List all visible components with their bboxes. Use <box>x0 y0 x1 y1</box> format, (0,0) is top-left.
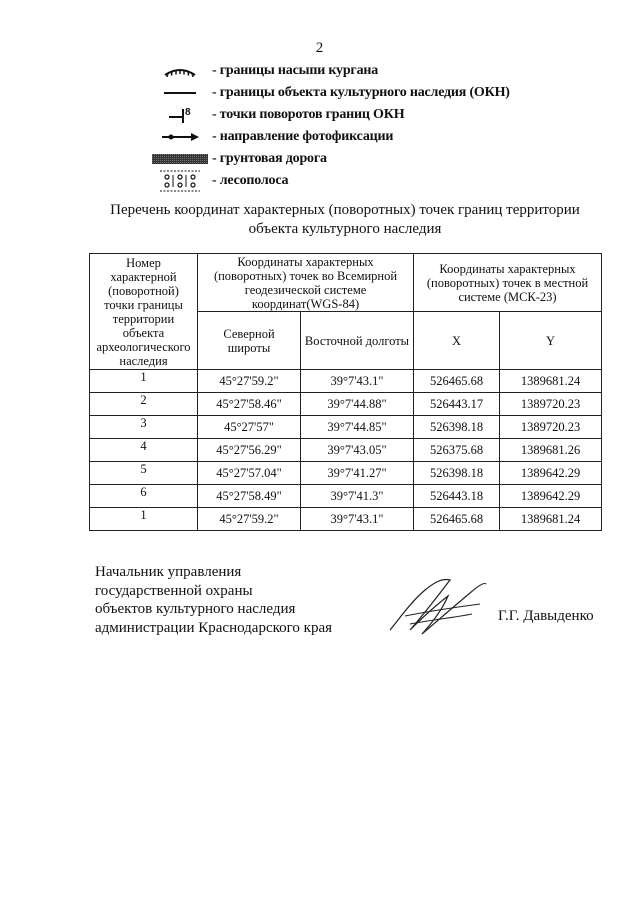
header-wgs-group: Координаты характерных (поворотных) точек во Всемирной геодезической системе координат(WGS-84) <box>198 254 414 312</box>
point-number-cell: 1 <box>90 370 198 393</box>
table-row <box>90 508 602 531</box>
north-latitude-cell: 45°27'57" <box>198 416 301 439</box>
north-latitude-cell: 45°27'58.46" <box>198 393 301 416</box>
header-x: X <box>414 312 500 370</box>
position-line: объектов культурного наследия <box>95 601 296 617</box>
north-latitude-cell: 45°27'56.29" <box>198 439 301 462</box>
x-coordinate-cell: 526465.68 <box>414 370 500 393</box>
legend-label: - границы объекта культурного наследия (ОКН) <box>212 85 510 100</box>
legend-label: - границы насыпи кургана <box>212 63 379 78</box>
heritage-boundary-line-icon <box>150 82 210 104</box>
point-number-cell: 5 <box>90 462 198 485</box>
table-row <box>90 485 602 508</box>
handwritten-signature <box>380 568 490 643</box>
signatory-position <box>95 563 332 637</box>
legend-label: - лесополоса <box>212 173 289 188</box>
east-longitude-cell: 39°7'43.1" <box>301 508 414 531</box>
table-row <box>90 393 602 416</box>
table-row <box>90 370 602 393</box>
legend-item-turning-points <box>150 104 590 126</box>
header-msk-group: Координаты характерных (поворотных) точек в местной системе (МСК-23) <box>414 254 602 312</box>
title-line: Перечень координат характерных (поворотных) точек границ территории <box>110 202 580 218</box>
legend-item-mound-boundary <box>150 60 590 82</box>
dirt-road-icon <box>150 148 210 170</box>
east-longitude-cell: 39°7'43.05" <box>301 439 414 462</box>
table-header-row <box>90 254 602 312</box>
signer-name: Г.Г. Давыденко <box>498 608 594 624</box>
position-line: государственной охраны <box>95 582 253 599</box>
legend-item-heritage-boundary <box>150 82 590 104</box>
east-longitude-cell: 39°7'41.3" <box>301 485 414 508</box>
position-line: администрации Краснодарского края <box>95 619 333 636</box>
y-coordinate-cell: 1389642.29 <box>500 462 602 485</box>
coordinates-list-title <box>95 201 595 239</box>
legend-label: - грунтовая дорога <box>212 151 327 166</box>
table-row <box>90 416 602 439</box>
coordinates-table <box>89 253 602 531</box>
north-latitude-cell: 45°27'59.2" <box>198 508 301 531</box>
x-coordinate-cell: 526443.18 <box>414 485 500 508</box>
legend-item-dirt-road <box>150 148 590 170</box>
y-coordinate-cell: 1389681.24 <box>500 370 602 393</box>
point-number-cell: 1 <box>90 508 198 531</box>
y-coordinate-cell: 1389642.29 <box>500 485 602 508</box>
legend-label: - направление фотофиксации <box>212 129 394 144</box>
mound-boundary-icon <box>150 60 210 82</box>
header-east-longitude: Восточной долготы <box>301 312 414 370</box>
point-number-cell: 3 <box>90 416 198 439</box>
header-north-latitude: Северной широты <box>198 312 301 370</box>
east-longitude-cell: 39°7'43.1" <box>301 370 414 393</box>
point-number-cell: 4 <box>90 439 198 462</box>
position-line: Начальник управления <box>95 564 242 580</box>
table-row <box>90 462 602 485</box>
north-latitude-cell: 45°27'58.49" <box>198 485 301 508</box>
map-legend <box>150 60 590 192</box>
table-row <box>90 439 602 462</box>
y-coordinate-cell: 1389681.26 <box>500 439 602 462</box>
point-number-cell: 6 <box>90 485 198 508</box>
title-line: объекта культурного наследия <box>248 221 442 237</box>
y-coordinate-cell: 1389720.23 <box>500 416 602 439</box>
x-coordinate-cell: 526398.18 <box>414 416 500 439</box>
x-coordinate-cell: 526398.18 <box>414 462 500 485</box>
legend-label: - точки поворотов границ ОКН <box>212 107 405 122</box>
x-coordinate-cell: 526375.68 <box>414 439 500 462</box>
x-coordinate-cell: 526465.68 <box>414 508 500 531</box>
svg-text:8: 8 <box>185 107 191 118</box>
east-longitude-cell: 39°7'41.27" <box>301 462 414 485</box>
header-point-number: Номер характерной (поворотной) точки границы территории объекта археологического наследия <box>90 254 198 370</box>
y-coordinate-cell: 1389720.23 <box>500 393 602 416</box>
north-latitude-cell: 45°27'59.2" <box>198 370 301 393</box>
point-number-cell: 2 <box>90 393 198 416</box>
header-y: Y <box>500 312 602 370</box>
table-body <box>90 370 602 531</box>
legend-item-forest-belt <box>150 170 590 192</box>
x-coordinate-cell: 526443.17 <box>414 393 500 416</box>
turning-point-icon <box>150 104 210 126</box>
y-coordinate-cell: 1389681.24 <box>500 508 602 531</box>
north-latitude-cell: 45°27'57.04" <box>198 462 301 485</box>
forest-belt-icon <box>150 170 210 192</box>
east-longitude-cell: 39°7'44.88" <box>301 393 414 416</box>
legend-item-photo-direction <box>150 126 590 148</box>
photo-direction-arrow-icon <box>150 126 210 148</box>
east-longitude-cell: 39°7'44.85" <box>301 416 414 439</box>
page-number: 2 <box>315 40 324 56</box>
